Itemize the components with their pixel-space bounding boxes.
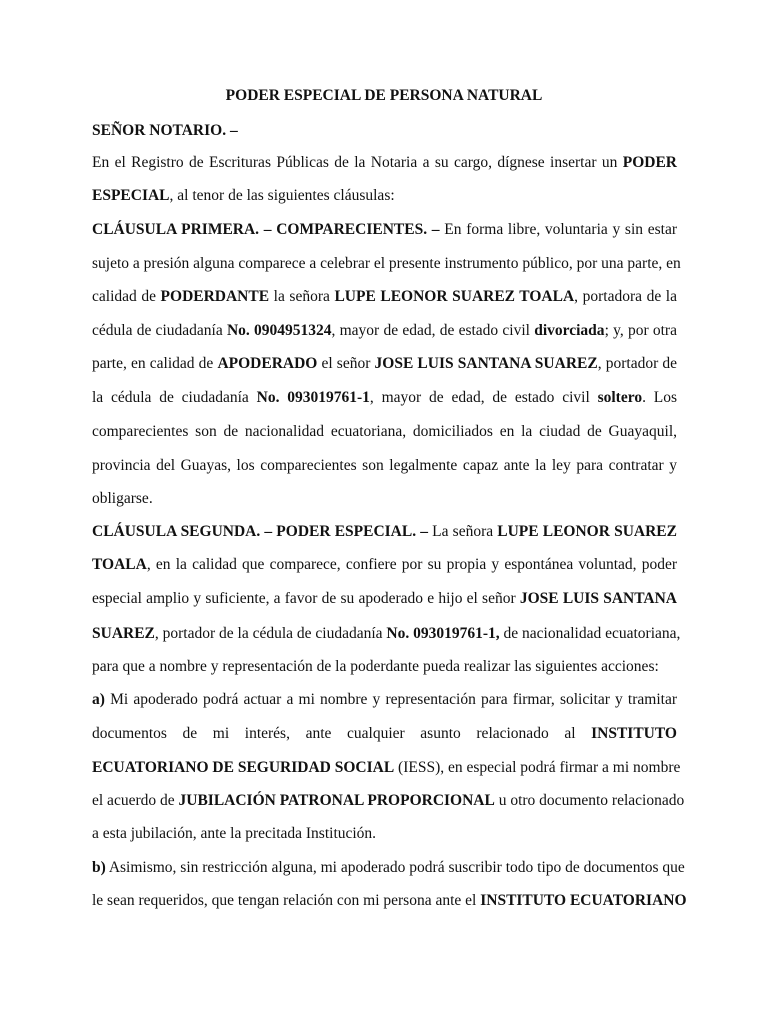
body-text: provincia del Guayas, los comparecientes son legalmente capaz ante la ley para contratar y <box>92 457 677 474</box>
text-line <box>92 354 677 374</box>
body-text: En forma libre, voluntaria y sin estar <box>439 221 677 238</box>
bold-text: JOSE LUIS SANTANA SUAREZ <box>374 355 598 372</box>
text-line <box>92 791 685 811</box>
body-text: especial amplio y suficiente, a favor de su apoderado e hijo el señor <box>92 590 520 607</box>
text-line <box>92 254 681 274</box>
text-line <box>92 186 677 206</box>
text-line <box>92 555 677 575</box>
body-text: , portador de la cédula de ciudadanía <box>154 625 387 642</box>
body-text: calidad de <box>92 288 161 305</box>
text-line <box>92 287 677 307</box>
bold-text: SEÑOR NOTARIO. – <box>92 122 238 139</box>
body-text: , mayor de edad, de estado civil <box>369 389 598 406</box>
body-text: ; y, por otra <box>604 322 677 339</box>
bold-text: CLÁUSULA SEGUNDA. – PODER ESPECIAL. – <box>92 523 428 540</box>
body-text: Asimismo, sin restricción alguna, mi apoderado podrá suscribir todo tipo de documentos que <box>105 859 685 876</box>
bold-text: No. 093019761-1 <box>256 389 370 406</box>
body-text: u otro documento relacionado <box>494 792 685 809</box>
body-text: le sean requeridos, que tengan relación con mi persona ante el <box>92 892 481 909</box>
body-text: sujeto a presión alguna comparece a celebrar el presente instrumento público, por una parte, en <box>92 255 681 272</box>
text-line <box>92 657 677 677</box>
body-text: parte, en calidad de <box>92 355 218 372</box>
text-line <box>92 153 677 173</box>
text-line <box>92 589 677 609</box>
bold-text: No. 0904951324 <box>226 322 332 339</box>
bold-text: CLÁUSULA PRIMERA. – COMPARECIENTES. – <box>92 221 440 238</box>
bold-text: LUPE LEONOR SUAREZ TOALA <box>334 288 575 305</box>
body-text: documentos de mi interés, ante cualquier asunto relacionado al <box>92 725 592 742</box>
bold-text: No. 093019761-1, <box>386 625 500 642</box>
text-line <box>92 690 677 710</box>
text-line <box>92 824 677 844</box>
body-text: el acuerdo de <box>92 792 179 809</box>
bold-text: PODERDANTE <box>160 288 270 305</box>
body-text: , portadora de la <box>574 288 677 305</box>
text-line <box>92 858 685 878</box>
text-line <box>92 388 677 408</box>
text-line <box>92 489 677 509</box>
text-line <box>92 724 677 744</box>
bold-text: ECUATORIANO DE SEGURIDAD SOCIAL <box>92 759 395 776</box>
bold-text: b) <box>92 859 106 876</box>
text-line <box>92 624 681 644</box>
bold-text: ESPECIAL <box>92 187 170 204</box>
body-text: En el Registro de Escrituras Públicas de la Notaria a su cargo, dígnese insertar un <box>92 154 623 171</box>
body-text: . Los <box>642 389 678 406</box>
bold-text: a) <box>92 691 105 708</box>
text-line <box>92 422 677 442</box>
bold-text: soltero <box>597 389 643 406</box>
bold-text: INSTITUTO ECUATORIANO <box>480 892 687 909</box>
bold-text: TOALA <box>92 556 147 573</box>
body-text: , portador de <box>597 355 678 372</box>
body-text: la señora <box>269 288 335 305</box>
body-text: de nacionalidad ecuatoriana, <box>499 625 681 642</box>
body-text: La señora <box>428 523 498 540</box>
bold-text: INSTITUTO <box>591 725 677 742</box>
body-text: , al tenor de las siguientes cláusulas: <box>169 187 395 204</box>
document-title: PODER ESPECIAL DE PERSONA NATURAL <box>225 87 543 104</box>
text-line <box>92 456 677 476</box>
text-line <box>92 891 687 911</box>
bold-text: SUAREZ <box>92 625 155 642</box>
body-text: el señor <box>317 355 375 372</box>
bold-text: JUBILACIÓN PATRONAL PROPORCIONAL <box>178 792 495 809</box>
bold-text: LUPE LEONOR SUAREZ <box>497 523 677 540</box>
text-line <box>92 758 681 778</box>
body-text: , mayor de edad, de estado civil <box>331 322 535 339</box>
text-line <box>92 321 677 341</box>
body-text: para que a nombre y representación de la poderdante pueda realizar las siguientes acciones: <box>92 658 659 675</box>
text-line <box>92 121 677 141</box>
bold-text: JOSE LUIS SANTANA <box>519 590 677 607</box>
body-text: (IESS), en especial podrá firmar a mi nombre <box>394 759 681 776</box>
body-text: comparecientes son de nacionalidad ecuatoriana, domiciliados en la ciudad de Guayaquil, <box>92 423 677 440</box>
body-text: , en la calidad que comparece, confiere por su propia y espontánea voluntad, poder <box>146 556 677 573</box>
body-text: cédula de ciudadanía <box>92 322 227 339</box>
body-text: obligarse. <box>92 490 153 507</box>
body-text: a esta jubilación, ante la precitada Institución. <box>92 825 377 842</box>
bold-text: PODER <box>622 154 677 171</box>
body-text: Mi apoderado podrá actuar a mi nombre y representación para firmar, solicitar y tramitar <box>104 691 677 708</box>
text-line <box>92 220 677 240</box>
bold-text: APODERADO <box>217 355 318 372</box>
body-text: la cédula de ciudadanía <box>92 389 257 406</box>
text-line <box>92 522 677 542</box>
bold-text: divorciada <box>534 322 605 339</box>
